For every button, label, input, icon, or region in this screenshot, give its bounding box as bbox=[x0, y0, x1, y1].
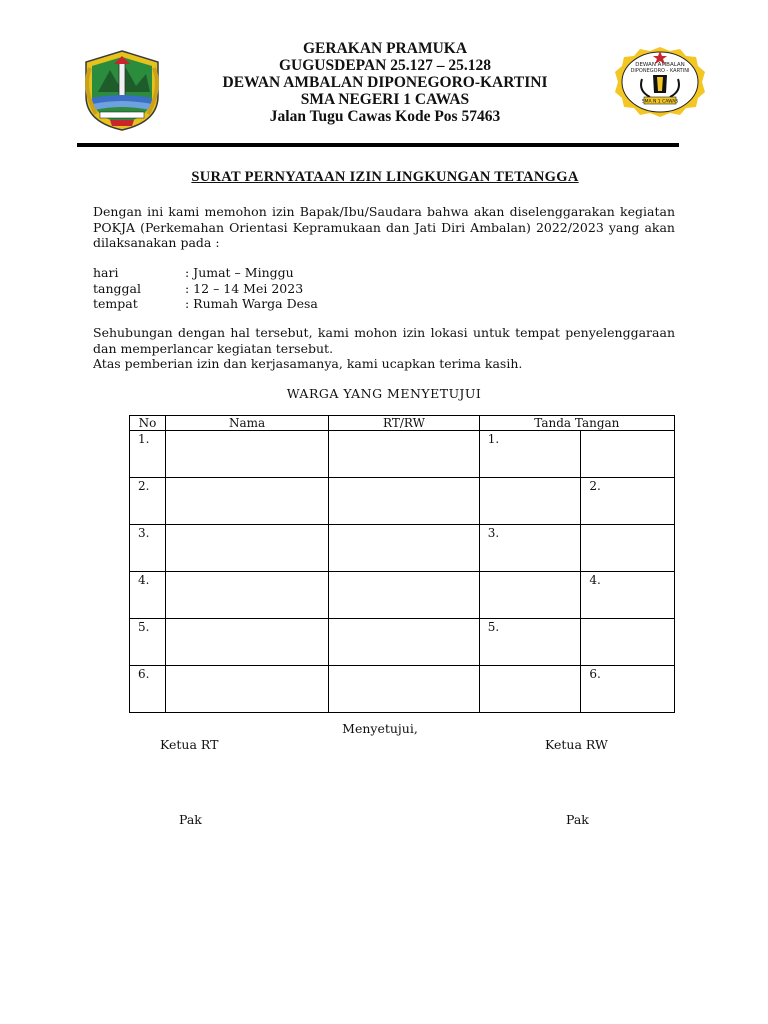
table-row bbox=[130, 572, 675, 619]
badge-banner-text: SMA N 1 CAWAS bbox=[641, 99, 679, 105]
letterhead bbox=[175, 40, 595, 125]
signature-right-cell[interactable]: 4. bbox=[581, 572, 675, 619]
row-number: 5. bbox=[130, 619, 166, 666]
table-row bbox=[130, 666, 675, 713]
detail-value: : Jumat – Minggu bbox=[185, 265, 294, 280]
header-dewan-ambalan: DEWAN AMBALAN DIPONEGORO-KARTINI bbox=[222, 74, 548, 91]
signature-right-cell[interactable]: 2. bbox=[581, 478, 675, 525]
column-header-no: No bbox=[130, 416, 166, 431]
header-address: Jalan Tugu Cawas Kode Pos 57463 bbox=[269, 108, 501, 125]
name-cell[interactable] bbox=[165, 619, 328, 666]
ketua-rt-name: Pak bbox=[179, 812, 202, 827]
column-header-nama: Nama bbox=[165, 416, 328, 431]
rt-rw-cell[interactable] bbox=[329, 525, 479, 572]
rt-rw-cell[interactable] bbox=[329, 478, 479, 525]
header-organization: GERAKAN PRAMUKA bbox=[302, 40, 468, 57]
detail-key: tempat bbox=[93, 296, 138, 311]
intro-paragraph: Dengan ini kami memohon izin Bapak/Ibu/Saudara bahwa akan diselenggarakan kegiatan POKJA (Perkemahan Orientasi Kepramukaan dan Jati Diri Ambalan) 2022/2023 yang akan dilaksanakan pada : bbox=[93, 204, 675, 250]
approval-label: Menyetujui, bbox=[342, 721, 418, 736]
signature-table bbox=[129, 415, 675, 713]
ketua-rw-name: Pak bbox=[566, 812, 589, 827]
name-cell[interactable] bbox=[165, 525, 328, 572]
rt-rw-cell[interactable] bbox=[329, 572, 479, 619]
signature-right-cell[interactable] bbox=[581, 525, 675, 572]
ketua-rw-label: Ketua RW bbox=[545, 737, 608, 752]
signature-right-cell[interactable] bbox=[581, 619, 675, 666]
signature-right-cell[interactable] bbox=[581, 431, 675, 478]
central-java-emblem-icon bbox=[80, 48, 164, 132]
document-title: SURAT PERNYATAAN IZIN LINGKUNGAN TETANGGA bbox=[191, 169, 579, 185]
row-number: 4. bbox=[130, 572, 166, 619]
name-cell[interactable] bbox=[165, 478, 328, 525]
detail-key: hari bbox=[93, 265, 119, 280]
signature-left-cell[interactable]: 5. bbox=[479, 619, 581, 666]
header-school: SMA NEGERI 1 CAWAS bbox=[300, 91, 470, 108]
name-cell[interactable] bbox=[165, 431, 328, 478]
detail-row-date bbox=[93, 281, 318, 297]
table-row bbox=[130, 525, 675, 572]
badge-arc-text: DEWAN AMBALAN bbox=[635, 62, 685, 68]
event-details bbox=[93, 265, 318, 312]
row-number: 6. bbox=[130, 666, 166, 713]
detail-key: tanggal bbox=[93, 280, 141, 296]
detail-row-place bbox=[93, 296, 318, 312]
detail-row-day bbox=[93, 265, 318, 281]
signature-left-cell[interactable] bbox=[479, 478, 581, 525]
detail-value: : Rumah Warga Desa bbox=[185, 296, 318, 311]
dewan-ambalan-badge-icon bbox=[612, 45, 708, 119]
approval-heading: WARGA YANG MENYETUJUI bbox=[286, 386, 482, 401]
rt-rw-cell[interactable] bbox=[329, 431, 479, 478]
header-gugusdepan: GUGUSDEPAN 25.127 – 25.128 bbox=[279, 57, 491, 74]
ketua-rt-label: Ketua RT bbox=[160, 737, 219, 752]
table-row bbox=[130, 431, 675, 478]
row-number: 3. bbox=[130, 525, 166, 572]
table-row bbox=[130, 619, 675, 666]
column-header-rt-rw: RT/RW bbox=[329, 416, 479, 431]
row-number: 2. bbox=[130, 478, 166, 525]
request-paragraph: Sehubungan dengan hal tersebut, kami mohon izin lokasi untuk tempat penyelenggaraan dan memperlancar kegiatan tersebut. bbox=[93, 325, 675, 356]
rt-rw-cell[interactable] bbox=[329, 619, 479, 666]
table-row bbox=[130, 478, 675, 525]
thanks-paragraph: Atas pemberian izin dan kerjasamanya, kami ucapkan terima kasih. bbox=[93, 356, 523, 371]
signature-left-cell[interactable]: 3. bbox=[479, 525, 581, 572]
signature-left-cell[interactable] bbox=[479, 572, 581, 619]
badge-arc-text-2: DIPONEGORO - KARTINI bbox=[630, 68, 690, 74]
table-header-row bbox=[130, 416, 675, 431]
rt-rw-cell[interactable] bbox=[329, 666, 479, 713]
signature-right-cell[interactable]: 6. bbox=[581, 666, 675, 713]
name-cell[interactable] bbox=[165, 572, 328, 619]
signature-left-cell[interactable]: 1. bbox=[479, 431, 581, 478]
letterhead-divider bbox=[77, 143, 679, 147]
row-number: 1. bbox=[130, 431, 166, 478]
name-cell[interactable] bbox=[165, 666, 328, 713]
column-header-tanda-tangan: Tanda Tangan bbox=[479, 416, 674, 431]
signature-left-cell[interactable] bbox=[479, 666, 581, 713]
detail-value: : 12 – 14 Mei 2023 bbox=[185, 280, 304, 296]
